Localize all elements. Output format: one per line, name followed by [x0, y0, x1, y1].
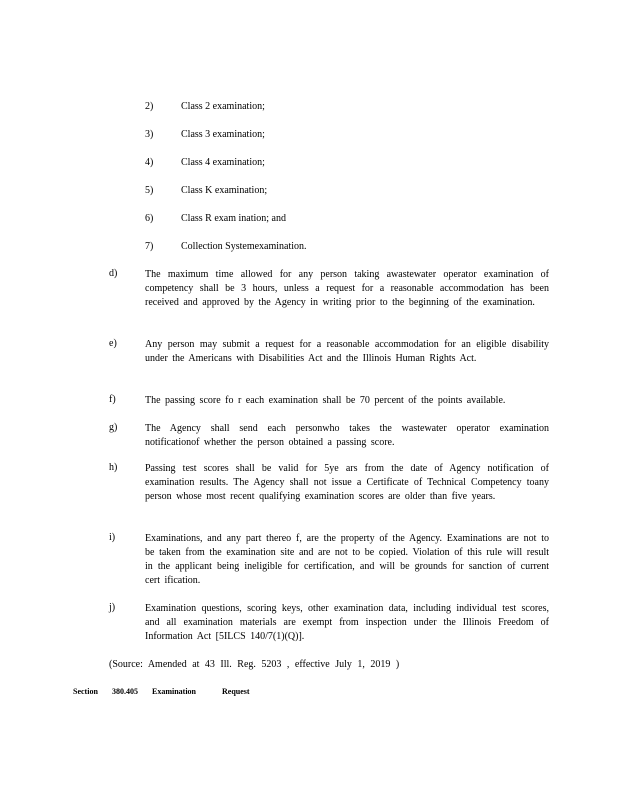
subsection-label: e) — [109, 338, 117, 349]
subsection-label: i) — [109, 532, 116, 543]
subsection-label: j) — [109, 602, 116, 613]
sub-item-text: Class 4 examination; — [181, 157, 265, 168]
sub-item-number: 2) — [145, 101, 154, 112]
subsection-text: The passing score fo r each examination shall be 70 percent of the points available. — [145, 395, 506, 406]
sub-item — [145, 101, 265, 112]
sub-item — [145, 157, 265, 168]
subsection-i — [109, 532, 549, 588]
sub-item-text: Class R exam ination; and — [181, 213, 286, 224]
sub-item — [145, 129, 265, 140]
sub-item-number: 6) — [145, 213, 154, 224]
source-note: (Source: Amended at 43 Ill. Reg. 5203 , effective July 1, 2019 ) — [109, 659, 400, 670]
subsection-text: Examination questions, scoring keys, other examination data, including individual test scores, and all examination materials are exempt from inspection under the Illinois Freedom of Information Act [5ILCS 140/7(1)(Q)]. — [145, 603, 549, 642]
sub-item — [145, 213, 286, 224]
subsection-text: The maximum time allowed for any person taking awastewater operator examination of competency shall be 3 hours, unless a request for a reasonable accommodation has been received and approved by the Agency in writing prior to the beginning of the examination. — [145, 269, 549, 308]
sub-item — [145, 185, 267, 196]
sub-item-number: 5) — [145, 185, 154, 196]
section-title-word-2: Request — [222, 687, 250, 696]
subsection-text: The Agency shall send each personwho takes the wastewater operator examination notificationof whether the person obtained a passing score. — [145, 423, 549, 448]
subsection-text: Examinations, and any part thereo f, are the property of the Agency. Examinations are not to be taken from the examination site and are not to be copied. Violation of this rule will result in the applicant being ineligible for certification, and will be grounds for sanction of current cert ification. — [145, 533, 549, 586]
subsection-d — [109, 268, 549, 310]
sub-item-text: Collection Systemexamination. — [181, 241, 307, 252]
subsection-text: Any person may submit a request for a reasonable accommodation for an eligible disability under the Americans with Disabilities Act and the Illinois Human Rights Act. — [145, 339, 549, 364]
subsection-label: g) — [109, 422, 118, 433]
subsection-label: h) — [109, 462, 118, 473]
sub-item-text: Class K examination; — [181, 185, 268, 196]
subsection-text: Passing test scores shall be valid for 5ye ars from the date of Agency notification of examination results. The Agency shall not issue a Certificate of Technical Competency toany person whose most recent qualifying examination scores are older than five years. — [145, 463, 549, 502]
sub-item-text: Class 3 examination; — [181, 129, 265, 140]
subsection-h — [109, 462, 549, 504]
section-number: 380.405 — [112, 687, 138, 696]
subsection-j — [109, 602, 549, 644]
sub-item-number: 3) — [145, 129, 154, 140]
section-word: Section — [73, 687, 98, 696]
sub-item-text: Class 2 examination; — [181, 101, 265, 112]
subsection-g — [109, 422, 549, 450]
subsection-label: d) — [109, 268, 118, 279]
sub-item-number: 7) — [145, 241, 154, 252]
sub-item — [145, 241, 307, 252]
sub-item-number: 4) — [145, 157, 154, 168]
subsection-label: f) — [109, 394, 116, 405]
subsection-f — [109, 394, 549, 408]
section-title-word-1: Examination — [152, 687, 197, 696]
subsection-e — [109, 338, 549, 366]
